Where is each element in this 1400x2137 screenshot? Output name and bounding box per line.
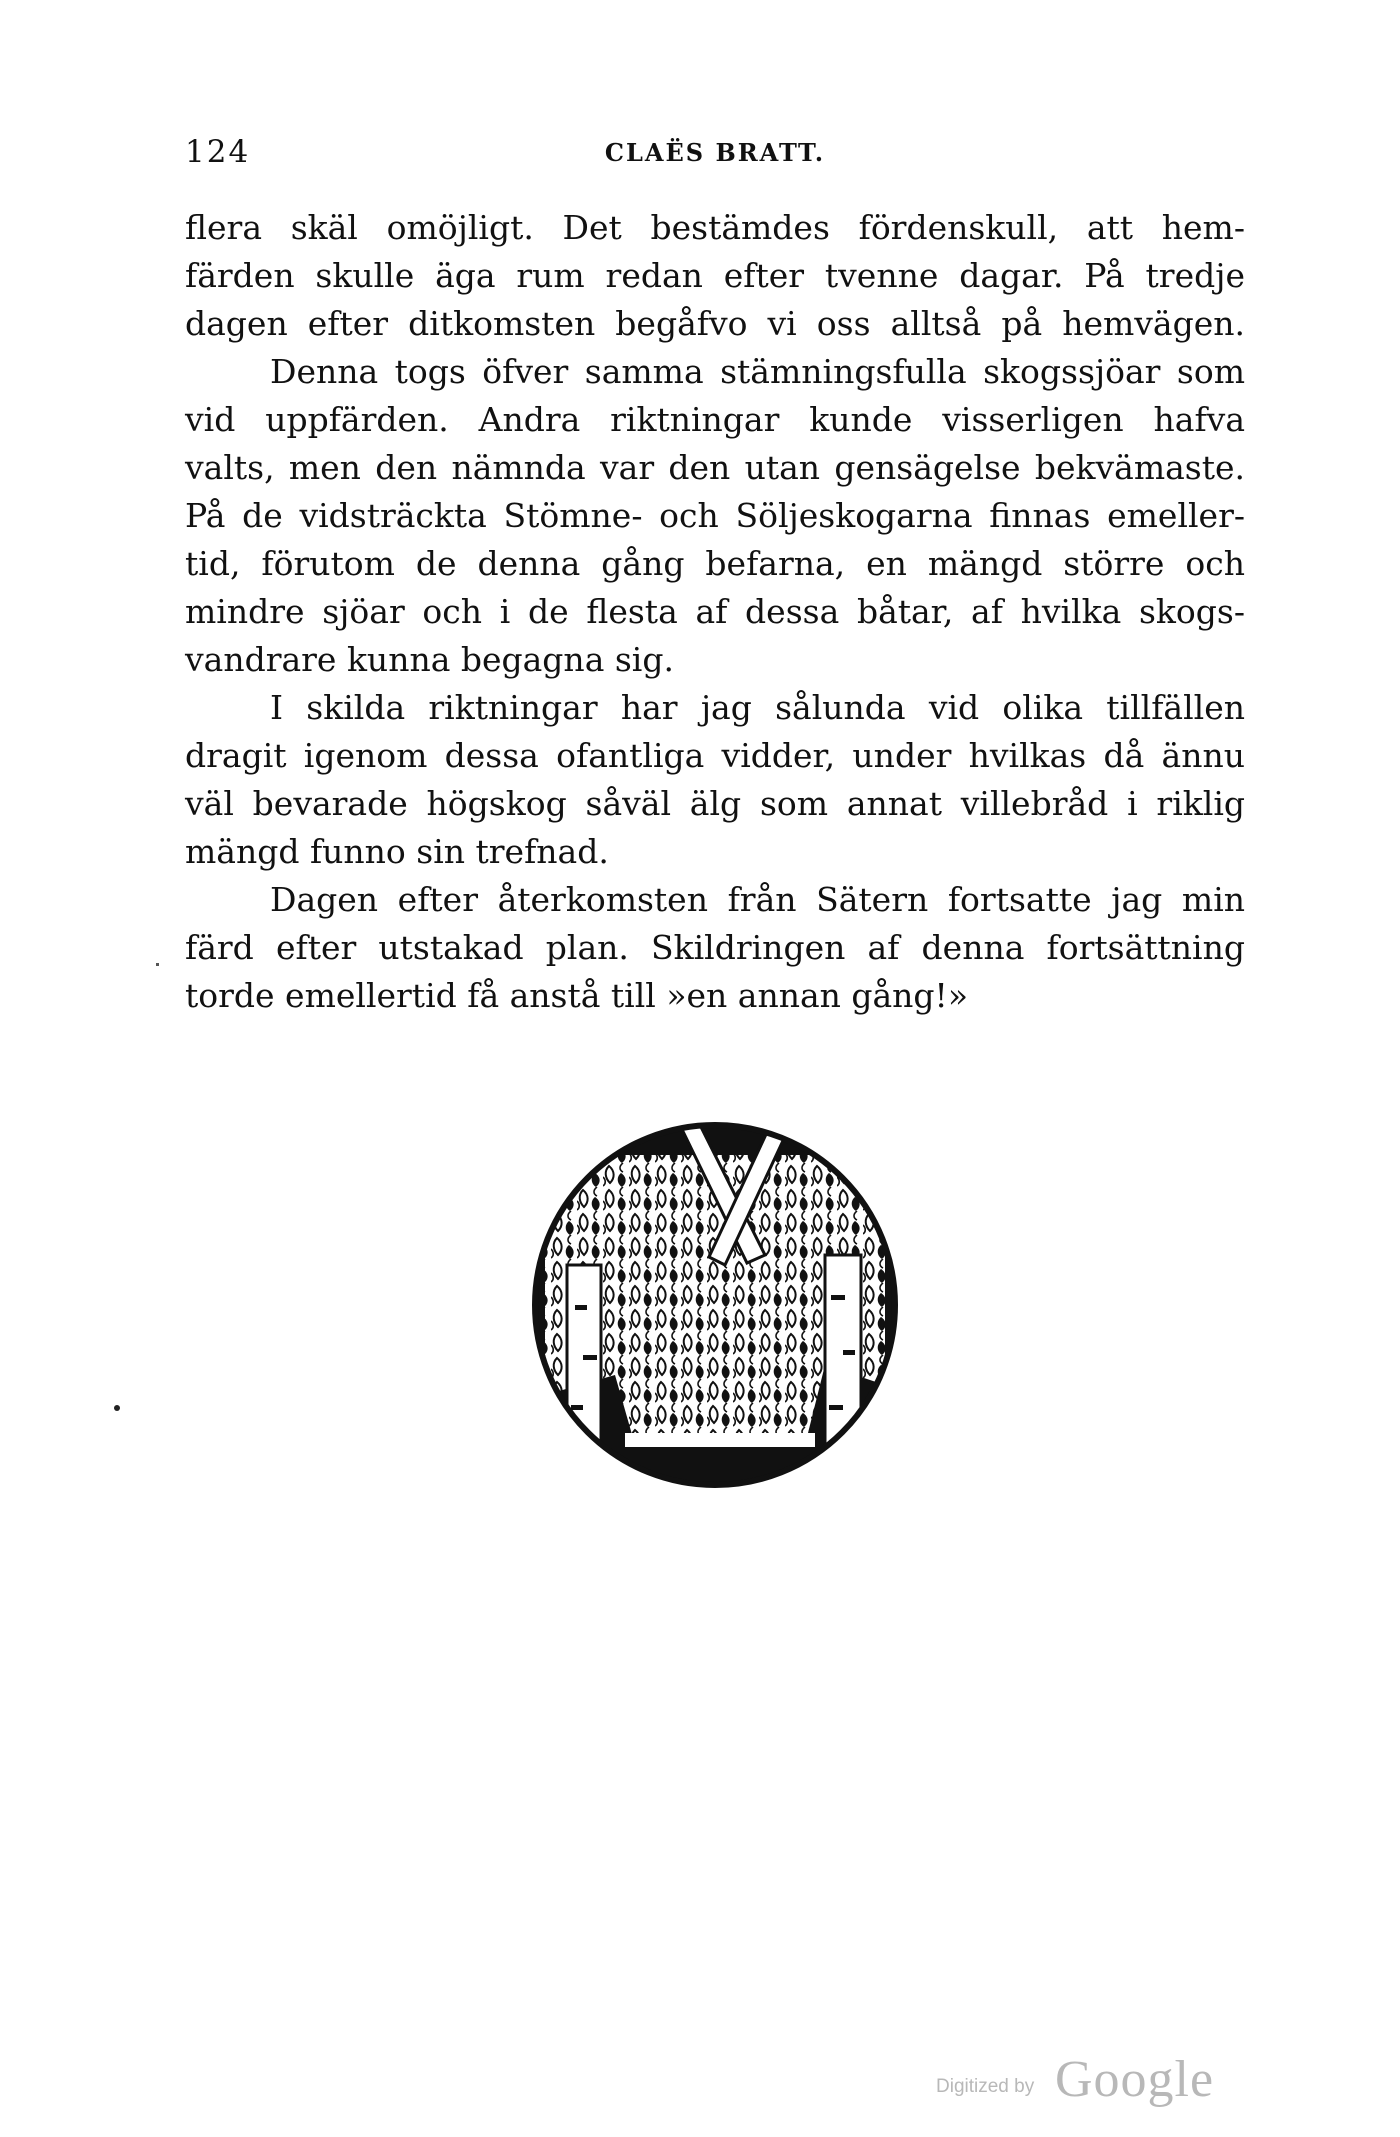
text-line: väl bevarade högskog såväl älg som annat villebråd i riklig — [185, 784, 1245, 823]
birch-tree-vignette-icon — [525, 1115, 905, 1495]
text-line: mängd funno sin trefnad. — [185, 832, 609, 871]
watermark-brand: Google — [1055, 2051, 1215, 2108]
text-line: tid, förutom de denna gång befarna, en mängd större och — [185, 544, 1245, 583]
running-title: CLAËS BRATT. — [604, 138, 826, 167]
text-line: färden skulle äga rum redan efter tvenne dagar. På tredje — [185, 256, 1245, 295]
body-text — [185, 204, 1245, 1020]
text-line: vid uppfärden. Andra riktningar kunde visserligen hafva — [185, 400, 1245, 439]
watermark-prefix: Digitized by — [936, 2076, 1035, 2097]
text-line: dagen efter ditkomsten begåfvo vi oss alltså på hemvägen. — [185, 304, 1245, 343]
text-line: mindre sjöar och i de flesta af dessa båtar, af hvilka skogs- — [185, 592, 1245, 631]
running-head — [185, 134, 1245, 174]
text-line: valts, men den nämnda var den utan gensägelse bekvämaste. — [185, 448, 1245, 487]
text-line: färd efter utstakad plan. Skildringen af denna fortsättning — [185, 928, 1245, 967]
page-number: 124 — [185, 134, 251, 170]
text-line: dragit igenom dessa ofantliga vidder, under hvilkas då ännu — [185, 736, 1245, 775]
digitized-by-google-watermark — [930, 2050, 1230, 2110]
paragraph-start-line: Dagen efter återkomsten från Sätern fortsatte jag min — [270, 880, 1245, 919]
paragraph-start-line: Denna togs öfver samma stämningsfulla skogssjöar som — [270, 352, 1245, 391]
paragraph-start-line: I skilda riktningar har jag sålunda vid olika tillfällen — [270, 688, 1245, 727]
stray-ink-dot — [156, 963, 159, 966]
text-line: torde emellertid få anstå till »en annan gång!» — [185, 976, 969, 1015]
stray-ink-dot — [114, 1405, 120, 1411]
text-line: vandrare kunna begagna sig. — [185, 640, 674, 679]
text-line: flera skäl omöjligt. Det bestämdes fördenskull, att hem- — [185, 208, 1245, 247]
text-line: På de vidsträckta Stömne- och Söljeskogarna finnas emeller- — [185, 496, 1245, 535]
